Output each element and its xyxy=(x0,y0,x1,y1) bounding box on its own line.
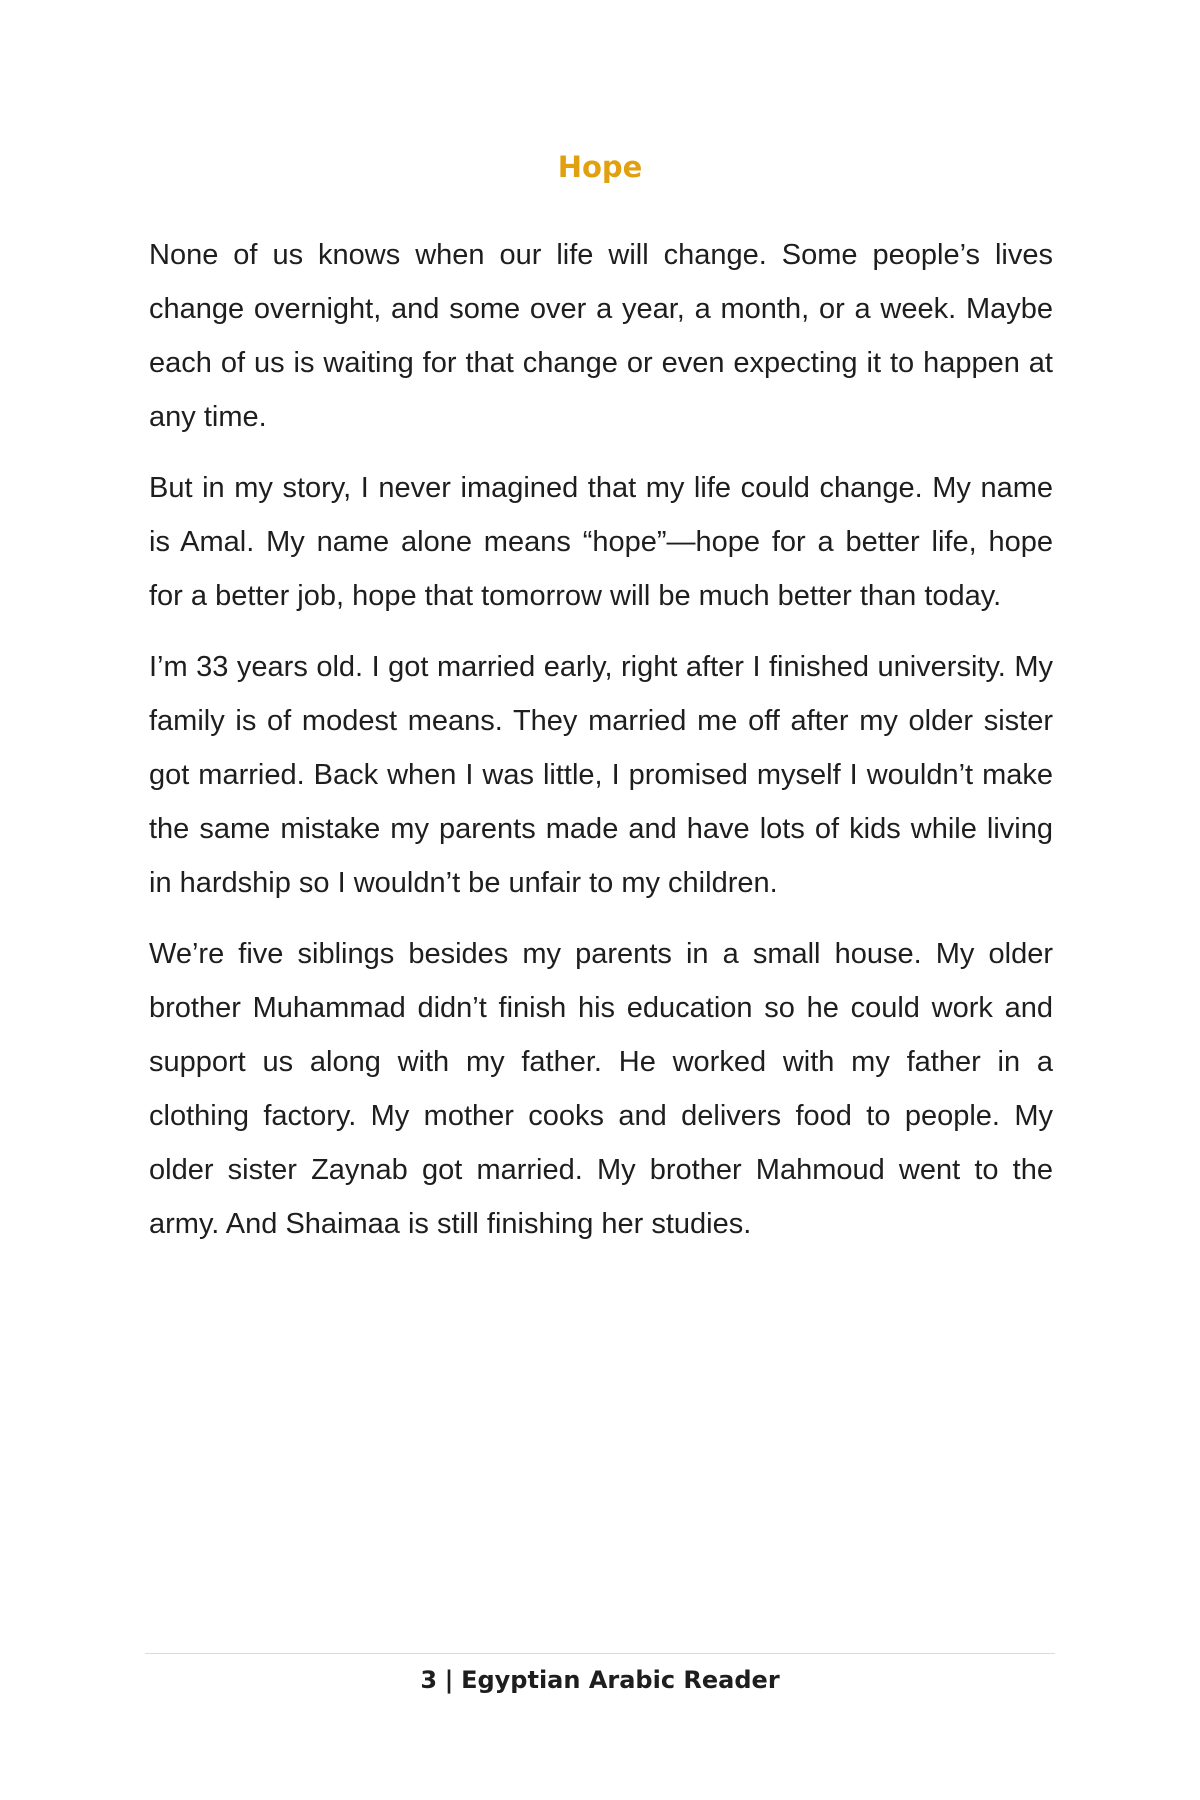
book-title: Egyptian Arabic Reader xyxy=(461,1666,780,1694)
chapter-title: Hope xyxy=(557,150,643,184)
paragraph-1: None of us knows when our life will change. Some people’s lives change overnight, and some over a year, a month, or a week. Maybe each of us is waiting for that change or even expecting it to happen at any time. xyxy=(149,239,1053,433)
paragraph-2: But in my story, I never imagined that my life could change. My name is Amal. My name alone means “hope”—hope for a better life, hope for a better job, hope that tomorrow will be much better than today. xyxy=(149,472,1053,612)
page-footer xyxy=(0,1666,1200,1694)
footer-divider xyxy=(145,1653,1055,1654)
footer-separator: | xyxy=(444,1666,454,1694)
story-body xyxy=(149,228,1053,1268)
page-number: 3 xyxy=(420,1666,438,1694)
paragraph-4: We’re five siblings besides my parents in a small house. My older brother Muhammad didn’t finish his education so he could work and support us along with my father. He worked with my father in a clothing factory. My mother cooks and delivers food to people. My older sister Zaynab got married. My brother Mahmoud went to the army. And Shaimaa is still finishing her studies. xyxy=(149,938,1053,1240)
paragraph-3: I’m 33 years old. I got married early, right after I finished university. My family is of modest means. They married me off after my older sister got married. Back when I was little, I promised myself I wouldn’t make the same mistake my parents made and have lots of kids while living in hardship so I wouldn’t be unfair to my children. xyxy=(149,651,1053,899)
